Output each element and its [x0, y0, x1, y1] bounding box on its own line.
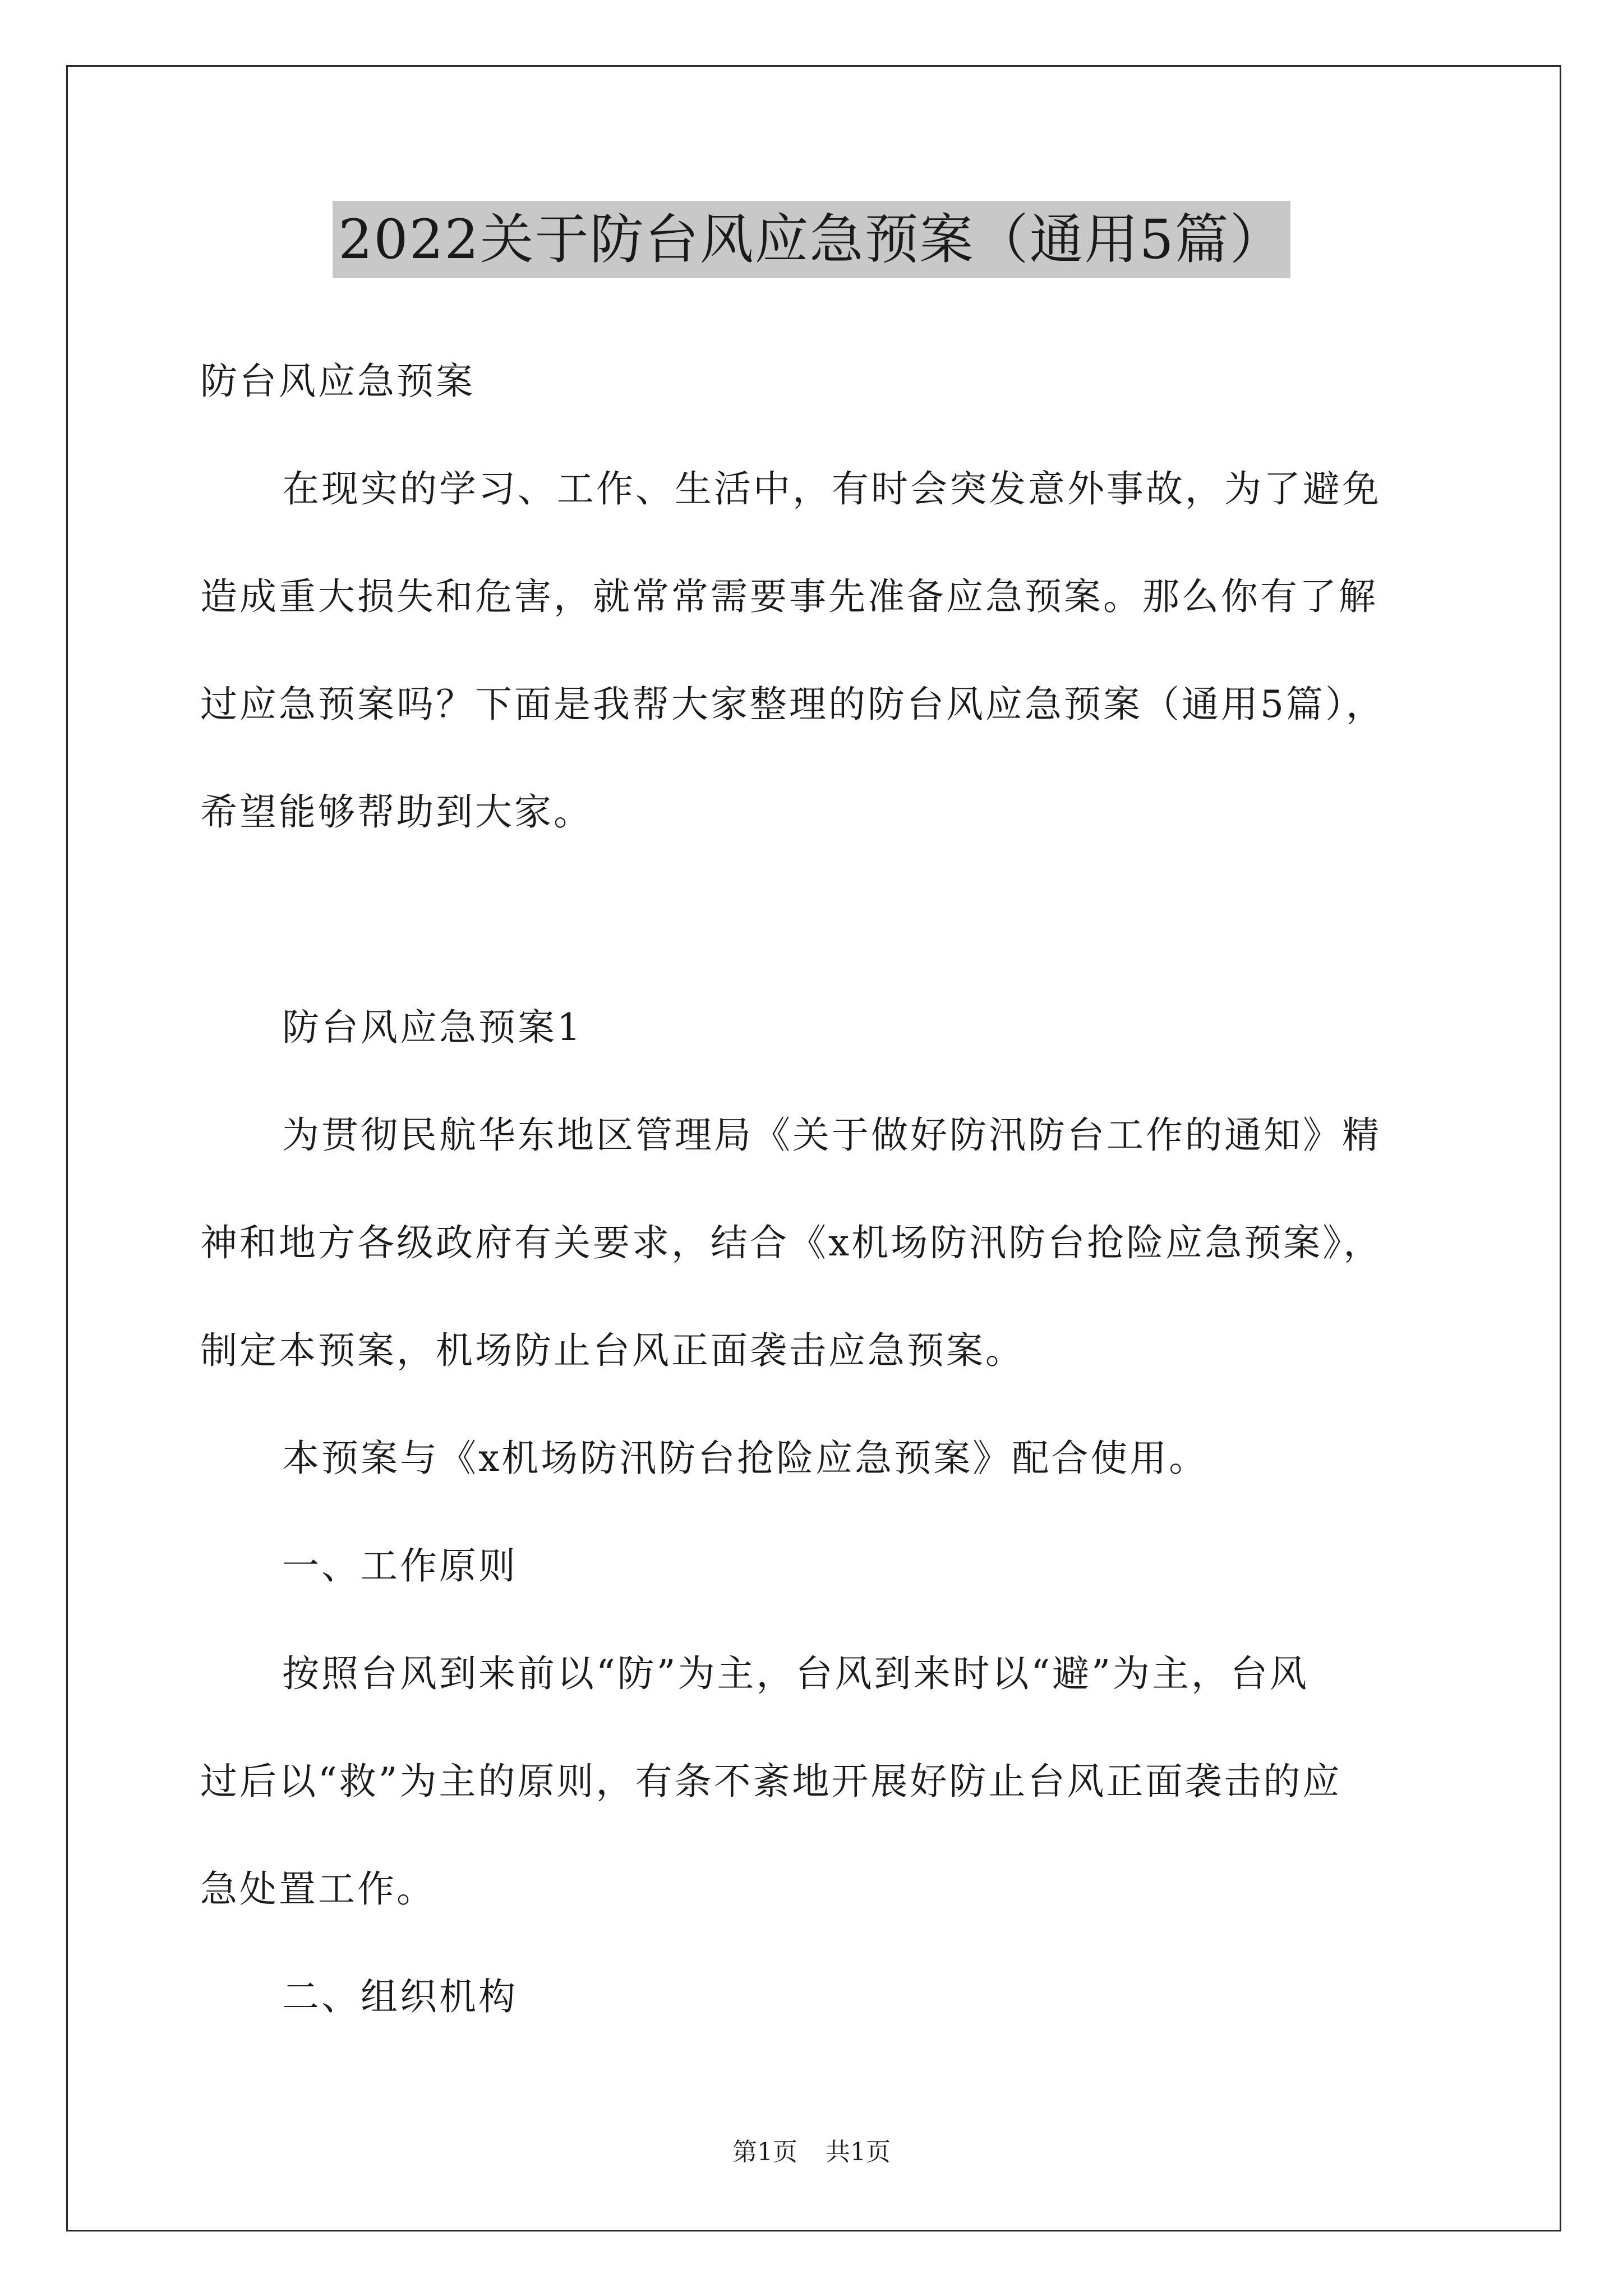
- paragraph-line: 过后以“救”为主的原则，有条不紊地开展好防止台风正面袭击的应: [200, 1760, 1342, 1803]
- paragraph-line: 为贯彻民航华东地区管理局《关于做好防汛防台工作的通知》精: [282, 1114, 1381, 1157]
- title-container: [0, 201, 1623, 278]
- paragraph-line: 按照台风到来前以“防”为主，台风到来时以“避”为主，台风: [282, 1652, 1309, 1695]
- paragraph-line: 急处置工作。: [200, 1867, 436, 1911]
- page-footer: [0, 2132, 1623, 2168]
- page-number-current: 第1页: [732, 2138, 797, 2166]
- list-heading: 一、工作原则: [282, 1544, 518, 1588]
- document-body: [200, 342, 1462, 2065]
- paragraph-line: 制定本预案，机场防止台风正面袭击应急预案。: [200, 1329, 1025, 1372]
- document-title: 2022关于防台风应急预案（通用5篇）: [333, 201, 1290, 278]
- paragraph-line: 希望能够帮助到大家。: [200, 790, 593, 834]
- paragraph-line: 在现实的学习、工作、生活中，有时会突发意外事故，为了避免: [282, 467, 1381, 510]
- section-heading: 防台风应急预案: [200, 360, 475, 403]
- paragraph-line: 本预案与《x机场防汛防台抢险应急预案》配合使用。: [282, 1437, 1209, 1480]
- paragraph-line: 神和地方各级政府有关要求，结合《x机场防汛防台抢险应急预案》，: [200, 1221, 1383, 1264]
- blank-line: [200, 881, 1462, 988]
- subsection-heading: 防台风应急预案1: [282, 1006, 583, 1049]
- paragraph-line: 过应急预案吗？下面是我帮大家整理的防台风应急预案（通用5篇），: [200, 683, 1385, 726]
- page-number-total: 共1页: [826, 2138, 891, 2166]
- list-heading: 二、组织机构: [282, 1975, 518, 2018]
- paragraph-line: 造成重大损失和危害，就常常需要事先准备应急预案。那么你有了解: [200, 575, 1378, 618]
